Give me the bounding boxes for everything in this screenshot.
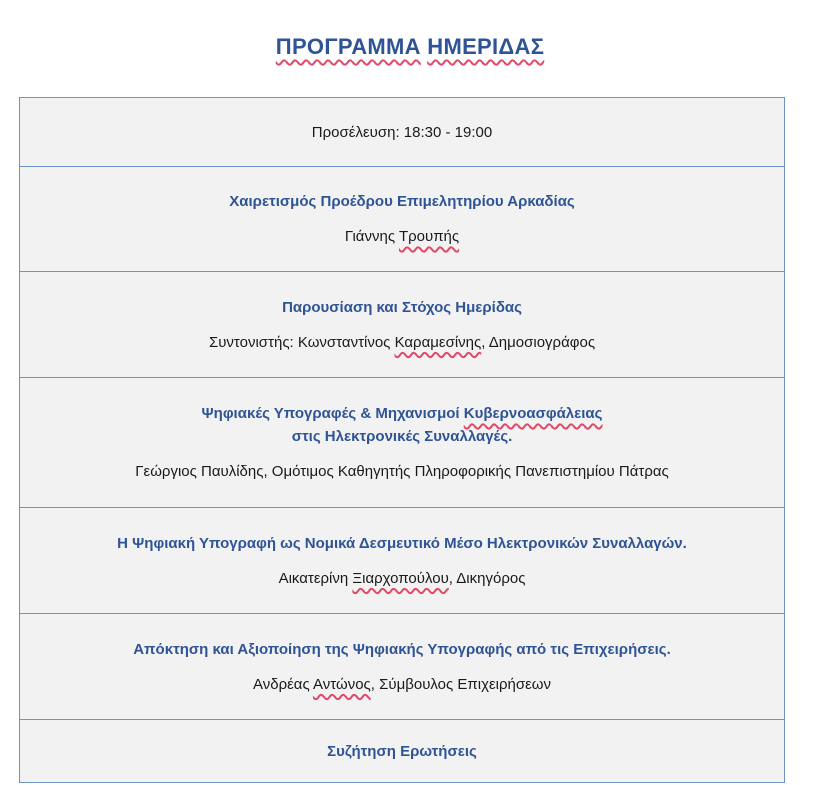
session-speaker xyxy=(20,225,784,248)
speaker-name-part: Αικατερίνη xyxy=(278,569,353,587)
speaker-surname: Ξιαρχοπούλου xyxy=(352,569,449,587)
speaker-role: , Δημοσιογράφος xyxy=(481,333,596,351)
title-word-2: ΗΜΕΡΙΔΑΣ xyxy=(427,34,545,59)
program-row-digital-signatures xyxy=(20,377,784,507)
program-row-business xyxy=(20,613,784,719)
session-title: Η Ψηφιακή Υπογραφή ως Νομικά Δεσμευτικό Μέσο Ηλεκτρονικών Συναλλαγών. xyxy=(117,534,687,552)
program-row-presentation xyxy=(20,271,784,377)
speaker-role: , Δικηγόρος xyxy=(448,569,526,587)
program-row-legal xyxy=(20,507,784,613)
session-title-line-2: στις Ηλεκτρονικές Συναλλαγές. xyxy=(291,428,513,445)
speaker-role: , Σύμβουλος Επιχειρήσεων xyxy=(370,675,552,693)
title-word-1: ΠΡΟΓΡΑΜΜΑ xyxy=(275,34,421,59)
session-title xyxy=(20,402,784,425)
session-title-keyword: Κυβερνοασφάλειας xyxy=(463,405,603,422)
session-speaker: Γεώργιος Παυλίδης, Ομότιμος Καθηγητής Πληροφορικής Πανεπιστημίου Πάτρας xyxy=(135,463,669,480)
speaker-name-part: Συντονιστής: Κωνσταντίνος xyxy=(208,333,395,351)
program-row-discussion xyxy=(20,719,784,782)
page-title xyxy=(0,34,820,60)
speaker-name-part: Ανδρέας xyxy=(252,675,314,693)
speaker-surname: Καραμεσίνης xyxy=(394,333,482,351)
speaker-name-part: Γιάννης xyxy=(344,228,399,245)
program-row-greeting xyxy=(20,166,784,271)
session-title: Απόκτηση και Αξιοποίηση της Ψηφιακής Υπογραφής από τις Επιχειρήσεις. xyxy=(133,640,671,658)
session-title: Παρουσίαση και Στόχος Ημερίδας xyxy=(282,298,522,316)
session-title: Συζήτηση Ερωτήσεις xyxy=(327,742,477,760)
session-title: Χαιρετισμός Προέδρου Επιμελητηρίου Αρκαδίας xyxy=(229,193,575,210)
arrival-time: Προσέλευση: 18:30 - 19:00 xyxy=(311,123,493,141)
speaker-surname: Τρουπής xyxy=(398,228,460,245)
session-speaker xyxy=(20,673,784,696)
program-table xyxy=(19,97,785,783)
session-speaker xyxy=(20,331,784,354)
session-speaker xyxy=(20,567,784,590)
session-title-part: Ψηφιακές Υπογραφές & Μηχανισμοί xyxy=(201,405,464,422)
program-row-arrival xyxy=(20,98,784,166)
speaker-surname: Αντώνος xyxy=(313,675,371,693)
